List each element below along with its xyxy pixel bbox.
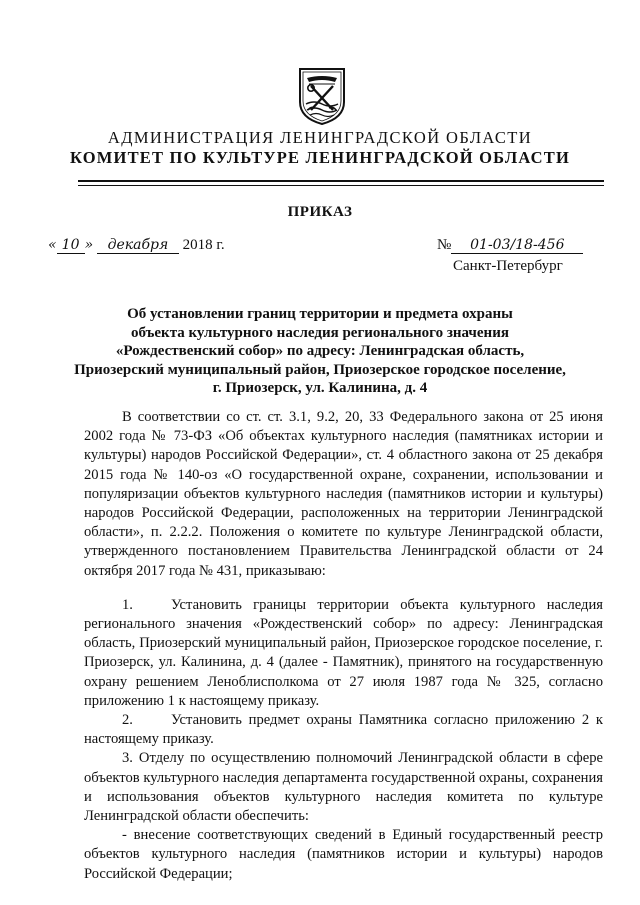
item-number: 3. <box>122 750 133 767</box>
header-divider-thick <box>78 180 604 182</box>
item-text: Установить предмет охраны Памятника согласно приложению 2 к настоящему приказу. <box>84 712 603 748</box>
date-open-quote: « <box>48 237 57 253</box>
title-line: объекта культурного наследия регионального значения <box>131 324 509 341</box>
title-line: Приозерский муниципальный район, Приозерское городское поселение, <box>74 361 566 378</box>
number-value: 01-03/18-456 <box>451 237 583 254</box>
document-type: ПРИКАЗ <box>287 204 353 220</box>
number-prefix: № <box>437 237 452 253</box>
date-day: 10 <box>57 237 85 254</box>
title-line: Об установлении границ территории и предмета охраны <box>127 306 513 322</box>
coat-of-arms-icon <box>297 66 347 126</box>
document-title <box>60 305 580 398</box>
item-number: 2. <box>122 712 133 729</box>
item-number: 1. <box>122 596 133 613</box>
header-divider-thin <box>78 185 604 186</box>
order-item-3 <box>84 749 603 826</box>
date-month: декабря <box>97 237 179 254</box>
document-body <box>84 408 603 884</box>
order-sub-item: - внесение соответствующих сведений в Единый государственный реестр объектов культурного наследия (памятников истории и культуры) народов Российской Федерации; <box>84 827 603 882</box>
item-text: Установить границы территории объекта культурного наследия регионального значения «Рождественский собор» по адресу: Ленинградская область, Приозерский муниципальный район, Приозерское городское поселение, г. Приозерск, ул. Калинина, д. 4 (далее - Памятник), принятого на государственную охрану решением Леноблисполкома от 27 июля 1987 года № 325, согласно приложению 1 к настоящему приказу. <box>84 596 603 709</box>
title-line: г. Приозерск, ул. Калинина, д. 4 <box>212 380 428 397</box>
order-item-1 <box>84 596 603 711</box>
title-line: «Рождественский собор» по адресу: Ленинградская область, <box>115 343 525 360</box>
document-city: Санкт-Петербург <box>453 258 563 274</box>
order-item-2 <box>84 711 603 749</box>
preamble-paragraph: В соответствии со ст. ст. 3.1, 9.2, 20, 33 Федерального закона от 25 июня 2002 года № 73-ФЗ «Об объектах культурного наследия (памятниках истории и культуры) народов Российской Федерации», ст. 4 областного закона от 25 декабря 2015 года № 140-оз «О государственной охране, сохранении, использовании и популяризации объектов культурного наследия (памятников истории и культуры) народов Российской Федерации, расположенных на территории Ленинградской области», п. 2.2.2. Положения о комитете по культуре Ленинградской области, утвержденного постановлением Правительства Ленинградской области от 24 октября 2017 года № 431, приказываю: <box>84 409 603 579</box>
item-text: Отделу по осуществлению полномочий Ленинградской области в сфере объектов культурного наследия департамента государственной охраны, сохранения и использования объектов культурного наследия комитета по культуре Ленинградской области обеспечить: <box>84 750 603 825</box>
document-number <box>437 237 583 254</box>
date-year: 2018 г. <box>182 237 225 253</box>
document-date <box>48 237 225 254</box>
organization-name: АДМИНИСТРАЦИЯ ЛЕНИНГРАДСКОЙ ОБЛАСТИ <box>107 128 533 147</box>
committee-name: КОМИТЕТ ПО КУЛЬТУРЕ ЛЕНИНГРАДСКОЙ ОБЛАСТИ <box>69 148 571 167</box>
date-close-quote: » <box>84 237 94 253</box>
